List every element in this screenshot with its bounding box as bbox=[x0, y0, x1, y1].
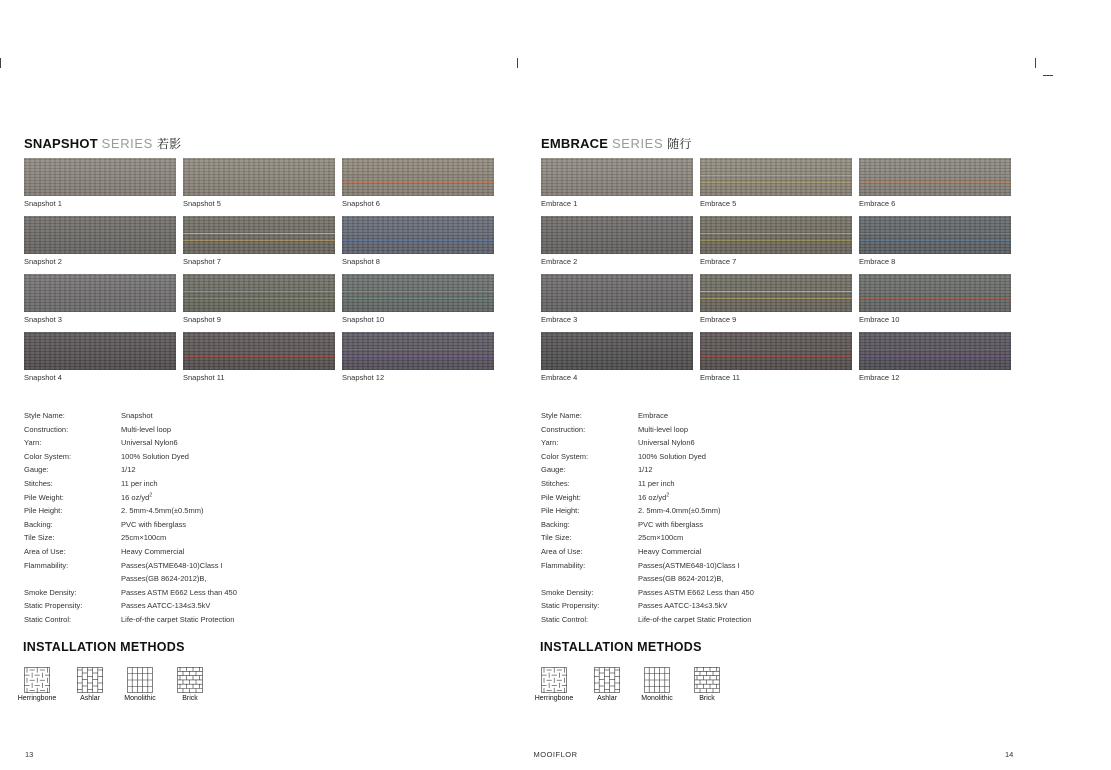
tile-label: Embrace 9 bbox=[700, 315, 737, 324]
spec-row bbox=[541, 572, 1021, 586]
spec-value-text: Universal Nylon6 bbox=[638, 438, 695, 448]
tile-swatch bbox=[342, 216, 494, 254]
spec-row bbox=[541, 463, 1021, 477]
tile-label: Embrace 5 bbox=[700, 199, 737, 208]
tile-label: Snapshot 7 bbox=[183, 257, 221, 266]
tile-label: Snapshot 1 bbox=[24, 199, 62, 208]
spec-label: Yarn: bbox=[541, 438, 559, 448]
carpet-tile[interactable] bbox=[541, 216, 693, 266]
carpet-tile[interactable] bbox=[24, 158, 176, 208]
spec-value-text: 100% Solution Dyed bbox=[638, 451, 706, 461]
spec-value-text: Snapshot bbox=[121, 411, 153, 420]
tile-accent-stripe bbox=[342, 240, 494, 241]
spec-value bbox=[638, 463, 653, 477]
spec-value bbox=[121, 409, 153, 423]
tile-accent-stripe bbox=[183, 240, 335, 241]
tile-swatch bbox=[700, 216, 852, 254]
tile-label: Snapshot 11 bbox=[183, 373, 225, 382]
series-chinese-name: 随行 bbox=[667, 137, 692, 151]
spec-value bbox=[638, 436, 695, 450]
series-name: EMBRACE bbox=[541, 136, 609, 151]
tile-accent-stripe bbox=[700, 240, 852, 241]
spec-value bbox=[121, 586, 237, 600]
spec-value-text: 11 per inch bbox=[121, 478, 158, 488]
spec-row bbox=[24, 599, 504, 613]
tile-label: Snapshot 3 bbox=[24, 315, 62, 324]
brick-pattern-icon bbox=[177, 667, 203, 693]
spec-row bbox=[24, 450, 504, 464]
ashlar-pattern-icon bbox=[77, 667, 103, 693]
tile-swatch bbox=[541, 216, 693, 254]
tile-accent-stripe bbox=[859, 298, 1011, 299]
spec-label: Stitches: bbox=[24, 478, 53, 488]
tile-accent-stripe bbox=[859, 356, 1011, 357]
spec-label: Construction: bbox=[541, 424, 586, 434]
spec-row bbox=[24, 409, 504, 423]
spec-row bbox=[24, 504, 504, 518]
tile-swatch bbox=[700, 274, 852, 312]
spec-value-text: 16 oz/yd bbox=[638, 492, 667, 502]
carpet-tile[interactable] bbox=[183, 332, 335, 382]
herringbone-pattern-icon bbox=[24, 667, 50, 693]
tile-label: Snapshot 4 bbox=[24, 373, 62, 382]
tile-swatch bbox=[541, 274, 693, 312]
spec-value-text: 25cm×100cm bbox=[638, 533, 684, 543]
tile-label: Embrace 8 bbox=[859, 257, 896, 266]
crop-mark bbox=[0, 58, 1, 68]
spec-row bbox=[24, 423, 504, 437]
spec-value bbox=[121, 477, 158, 491]
spec-value-text: Multi-level loop bbox=[121, 424, 172, 434]
tile-accent-stripe bbox=[183, 291, 335, 292]
spec-row bbox=[541, 504, 1021, 518]
tile-label: Snapshot 9 bbox=[183, 315, 221, 324]
method-label: Herringbone bbox=[534, 695, 574, 702]
installation-method bbox=[677, 667, 737, 702]
spec-value bbox=[121, 531, 166, 545]
tile-swatch bbox=[859, 274, 1011, 312]
spec-label: Static Control: bbox=[541, 614, 589, 624]
spec-label: Pile Height: bbox=[541, 506, 580, 516]
spec-value bbox=[121, 545, 184, 559]
crop-mark bbox=[1043, 75, 1053, 76]
spec-label: Flammability: bbox=[541, 560, 586, 570]
spec-value-text: 2. 5mm-4.0mm(±0.5mm) bbox=[638, 506, 721, 516]
carpet-tile[interactable] bbox=[183, 216, 335, 266]
spec-label: Stitches: bbox=[541, 478, 570, 488]
tile-accent-stripe bbox=[859, 182, 1011, 183]
spec-value-text: Passes ASTM E662 Less than 450 bbox=[638, 587, 754, 597]
tile-accent-stripe bbox=[859, 291, 1011, 292]
tile-accent-stripe bbox=[342, 349, 494, 350]
tile-accent-stripe bbox=[700, 356, 852, 357]
spec-row bbox=[541, 436, 1021, 450]
spec-value bbox=[638, 586, 754, 600]
carpet-tile[interactable] bbox=[342, 332, 494, 382]
spec-value bbox=[638, 572, 723, 586]
spec-value bbox=[638, 504, 720, 518]
spec-value bbox=[121, 423, 171, 437]
spec-value-text: PVC with fiberglass bbox=[121, 519, 187, 529]
method-label: Brick bbox=[699, 695, 715, 702]
tile-accent-stripe bbox=[183, 298, 335, 299]
tile-swatch bbox=[24, 332, 176, 370]
spec-value bbox=[638, 491, 669, 505]
spec-value-text: Passes(ASTME648-10)Class I bbox=[638, 560, 740, 570]
spec-value-text: 11 per inch bbox=[638, 478, 675, 488]
tile-swatch bbox=[859, 332, 1011, 370]
spec-label: Construction: bbox=[24, 424, 69, 434]
tile-accent-stripe bbox=[342, 356, 494, 357]
spec-value bbox=[638, 545, 701, 559]
tile-grid bbox=[24, 158, 494, 388]
spec-label bbox=[541, 572, 638, 586]
tile-label: Embrace 3 bbox=[541, 315, 578, 324]
spec-value-text: Life-of-the carpet Static Protection bbox=[121, 614, 235, 624]
tile-accent-stripe bbox=[342, 175, 494, 176]
spec-value bbox=[638, 477, 675, 491]
spec-label: Color System: bbox=[24, 451, 72, 461]
tile-swatch bbox=[859, 216, 1011, 254]
spec-label: Area of Use: bbox=[24, 546, 66, 556]
carpet-tile[interactable] bbox=[859, 332, 1011, 382]
spec-label: Pile Height: bbox=[24, 506, 63, 516]
page-number-right: 14 bbox=[1005, 750, 1014, 759]
tile-accent-stripe bbox=[342, 291, 494, 292]
spec-value-text: Heavy Commercial bbox=[121, 546, 185, 556]
brand-name: MOOIFLOR bbox=[533, 750, 578, 759]
spec-value-text: Passes(ASTME648-10)Class I bbox=[121, 560, 223, 570]
method-label: Ashlar bbox=[80, 695, 100, 702]
spec-value-text: Life-of-the carpet Static Protection bbox=[638, 614, 752, 624]
spec-label: Smoke Density: bbox=[541, 587, 594, 597]
tile-swatch bbox=[700, 158, 852, 196]
tile-accent-stripe bbox=[700, 175, 852, 176]
tile-accent-stripe bbox=[700, 349, 852, 350]
spec-value bbox=[121, 572, 206, 586]
tile-label: Embrace 2 bbox=[541, 257, 578, 266]
tile-swatch bbox=[700, 332, 852, 370]
tile-accent-stripe bbox=[183, 356, 335, 357]
monolithic-pattern-icon bbox=[644, 667, 670, 693]
installation-methods bbox=[17, 667, 324, 707]
spec-label: Tile Size: bbox=[24, 533, 55, 543]
tile-accent-stripe bbox=[183, 349, 335, 350]
spec-value-text: 25cm×100cm bbox=[121, 533, 167, 543]
spec-value-text: 100% Solution Dyed bbox=[121, 451, 189, 461]
spec-value-superscript: 2 bbox=[666, 492, 670, 499]
spec-value bbox=[638, 531, 683, 545]
installation-method bbox=[160, 667, 220, 702]
spec-label: Gauge: bbox=[541, 465, 566, 475]
spec-label bbox=[24, 572, 121, 586]
spec-row bbox=[24, 586, 504, 600]
installation-method bbox=[524, 667, 584, 702]
spec-value bbox=[638, 599, 727, 613]
tile-accent-stripe bbox=[859, 349, 1011, 350]
spec-label: Backing: bbox=[541, 519, 570, 529]
spec-value-text: Multi-level loop bbox=[638, 424, 689, 434]
spec-row bbox=[24, 545, 504, 559]
spec-table bbox=[24, 409, 504, 627]
tile-accent-stripe bbox=[859, 233, 1011, 234]
page-snapshot bbox=[17, 0, 524, 770]
tile-label: Embrace 7 bbox=[700, 257, 737, 266]
tile-accent-stripe bbox=[700, 182, 852, 183]
tile-label: Snapshot 10 bbox=[342, 315, 385, 324]
spec-value-text: 1/12 bbox=[638, 465, 653, 475]
spec-value-text: Passes(GB 8624-2012)B, bbox=[638, 574, 724, 584]
spec-value bbox=[638, 450, 706, 464]
spec-value-text: Passes AATCC-134≤3.5kV bbox=[638, 601, 728, 611]
spec-value bbox=[638, 613, 751, 627]
tile-swatch bbox=[24, 158, 176, 196]
herringbone-pattern-icon bbox=[541, 667, 567, 693]
carpet-tile[interactable] bbox=[541, 332, 693, 382]
installation-methods-title: INSTALLATION METHODS bbox=[540, 640, 702, 654]
spec-value-text: 16 oz/yd bbox=[121, 492, 150, 502]
spec-value-text: Heavy Commercial bbox=[638, 546, 702, 556]
spec-value-text: 2. 5mm-4.5mm(±0.5mm) bbox=[121, 506, 204, 516]
carpet-tile[interactable] bbox=[342, 274, 494, 324]
carpet-tile[interactable] bbox=[700, 158, 852, 208]
method-label: Ashlar bbox=[597, 695, 617, 702]
carpet-tile[interactable] bbox=[700, 332, 852, 382]
tile-label: Snapshot 8 bbox=[342, 257, 380, 266]
tile-swatch bbox=[183, 274, 335, 312]
tile-swatch bbox=[183, 332, 335, 370]
spec-value-text: Embrace bbox=[638, 411, 669, 420]
spec-value bbox=[638, 559, 740, 573]
spec-value-text: Passes ASTM E662 Less than 450 bbox=[121, 587, 237, 597]
spec-row bbox=[24, 436, 504, 450]
spec-label: Pile Weight: bbox=[541, 492, 581, 502]
spec-label: Backing: bbox=[24, 519, 53, 529]
tile-accent-stripe bbox=[859, 240, 1011, 241]
spec-row bbox=[541, 409, 1021, 423]
spec-label: Gauge: bbox=[24, 465, 49, 475]
spec-row bbox=[24, 559, 504, 573]
spec-row bbox=[24, 491, 504, 505]
tile-accent-stripe bbox=[859, 175, 1011, 176]
spec-value bbox=[638, 423, 688, 437]
carpet-tile[interactable] bbox=[24, 332, 176, 382]
tile-label: Snapshot 5 bbox=[183, 199, 221, 208]
tile-label: Snapshot 2 bbox=[24, 257, 62, 266]
page-embrace bbox=[534, 0, 1041, 770]
spec-value bbox=[121, 518, 186, 532]
method-label: Brick bbox=[182, 695, 198, 702]
spec-row bbox=[24, 572, 504, 586]
spec-row bbox=[541, 518, 1021, 532]
spec-value bbox=[121, 559, 223, 573]
installation-method bbox=[7, 667, 67, 702]
ashlar-pattern-icon bbox=[594, 667, 620, 693]
method-label: Herringbone bbox=[17, 695, 57, 702]
carpet-tile[interactable] bbox=[541, 274, 693, 324]
carpet-tile[interactable] bbox=[342, 158, 494, 208]
tile-label: Embrace 1 bbox=[541, 199, 578, 208]
spec-row bbox=[541, 586, 1021, 600]
spec-value-text: Passes(GB 8624-2012)B, bbox=[121, 574, 207, 584]
tile-label: Embrace 11 bbox=[700, 373, 740, 382]
spec-value bbox=[121, 491, 152, 505]
series-name: SNAPSHOT bbox=[24, 136, 98, 151]
spec-row bbox=[24, 613, 504, 627]
spec-label: Static Control: bbox=[24, 614, 72, 624]
spec-table bbox=[541, 409, 1021, 627]
spec-label: Area of Use: bbox=[541, 546, 583, 556]
spec-label: Style Name: bbox=[541, 411, 582, 420]
spec-row bbox=[541, 491, 1021, 505]
spec-label: Tile Size: bbox=[541, 533, 572, 543]
spec-value-text: 1/12 bbox=[121, 465, 136, 475]
carpet-tile[interactable] bbox=[859, 274, 1011, 324]
tile-swatch bbox=[24, 274, 176, 312]
spec-value-text: Passes AATCC-134≤3.5kV bbox=[121, 601, 211, 611]
tile-accent-stripe bbox=[342, 233, 494, 234]
tile-swatch bbox=[183, 216, 335, 254]
spec-label: Static Propensity: bbox=[24, 601, 83, 611]
tile-swatch bbox=[342, 332, 494, 370]
spec-label: Static Propensity: bbox=[541, 601, 600, 611]
spec-label: Yarn: bbox=[24, 438, 42, 448]
spec-row bbox=[541, 613, 1021, 627]
tile-label: Snapshot 6 bbox=[342, 199, 380, 208]
spec-row bbox=[24, 463, 504, 477]
spec-value bbox=[121, 504, 203, 518]
series-word: SERIES bbox=[101, 136, 153, 151]
spec-label: Style Name: bbox=[24, 411, 65, 420]
tile-accent-stripe bbox=[700, 298, 852, 299]
spec-row bbox=[541, 559, 1021, 573]
spec-row bbox=[24, 531, 504, 545]
tile-label: Snapshot 12 bbox=[342, 373, 385, 382]
spec-row bbox=[541, 423, 1021, 437]
spec-value bbox=[121, 599, 210, 613]
tile-swatch bbox=[24, 216, 176, 254]
tile-swatch bbox=[342, 274, 494, 312]
brick-pattern-icon bbox=[694, 667, 720, 693]
tile-swatch bbox=[541, 332, 693, 370]
carpet-tile[interactable] bbox=[859, 216, 1011, 266]
carpet-tile[interactable] bbox=[183, 158, 335, 208]
installation-methods-title: INSTALLATION METHODS bbox=[23, 640, 185, 654]
installation-methods bbox=[534, 667, 841, 707]
spec-row bbox=[541, 450, 1021, 464]
spec-value bbox=[638, 409, 668, 423]
tile-swatch bbox=[541, 158, 693, 196]
spec-value-text: Universal Nylon6 bbox=[121, 438, 178, 448]
carpet-tile[interactable] bbox=[24, 216, 176, 266]
tile-label: Embrace 12 bbox=[859, 373, 900, 382]
tile-swatch bbox=[859, 158, 1011, 196]
page-number-left: 13 bbox=[25, 750, 34, 759]
spec-row bbox=[24, 518, 504, 532]
series-title bbox=[541, 135, 692, 152]
tile-label: Embrace 6 bbox=[859, 199, 896, 208]
carpet-tile[interactable] bbox=[700, 216, 852, 266]
series-chinese-name: 若影 bbox=[156, 137, 182, 151]
carpet-tile[interactable] bbox=[342, 216, 494, 266]
spec-row bbox=[541, 599, 1021, 613]
spec-row bbox=[541, 477, 1021, 491]
spec-label: Color System: bbox=[541, 451, 589, 461]
tile-swatch bbox=[183, 158, 335, 196]
carpet-tile[interactable] bbox=[24, 274, 176, 324]
tile-accent-stripe bbox=[342, 298, 494, 299]
spec-label: Smoke Density: bbox=[24, 587, 77, 597]
series-title bbox=[24, 135, 181, 152]
spec-value bbox=[121, 436, 178, 450]
tile-accent-stripe bbox=[183, 233, 335, 234]
spec-value bbox=[638, 518, 703, 532]
series-word: SERIES bbox=[611, 136, 664, 151]
tile-label: Embrace 10 bbox=[859, 315, 900, 324]
carpet-tile[interactable] bbox=[859, 158, 1011, 208]
tile-accent-stripe bbox=[700, 233, 852, 234]
method-label: Monolithic bbox=[124, 695, 156, 702]
carpet-tile[interactable] bbox=[541, 158, 693, 208]
spec-value-superscript: 2 bbox=[149, 492, 153, 499]
spec-row bbox=[24, 477, 504, 491]
method-label: Monolithic bbox=[641, 695, 673, 702]
carpet-tile[interactable] bbox=[183, 274, 335, 324]
spec-row bbox=[541, 531, 1021, 545]
spec-value bbox=[121, 450, 189, 464]
monolithic-pattern-icon bbox=[127, 667, 153, 693]
tile-accent-stripe bbox=[700, 291, 852, 292]
tile-accent-stripe bbox=[342, 182, 494, 183]
tile-label: Embrace 4 bbox=[541, 373, 578, 382]
spec-label: Pile Weight: bbox=[24, 492, 64, 502]
spec-value bbox=[121, 613, 234, 627]
tile-grid bbox=[541, 158, 1011, 388]
carpet-tile[interactable] bbox=[700, 274, 852, 324]
spec-label: Flammability: bbox=[24, 560, 69, 570]
spec-value-text: PVC with fiberglass bbox=[638, 519, 704, 529]
spec-row bbox=[541, 545, 1021, 559]
spec-value bbox=[121, 463, 136, 477]
tile-swatch bbox=[342, 158, 494, 196]
